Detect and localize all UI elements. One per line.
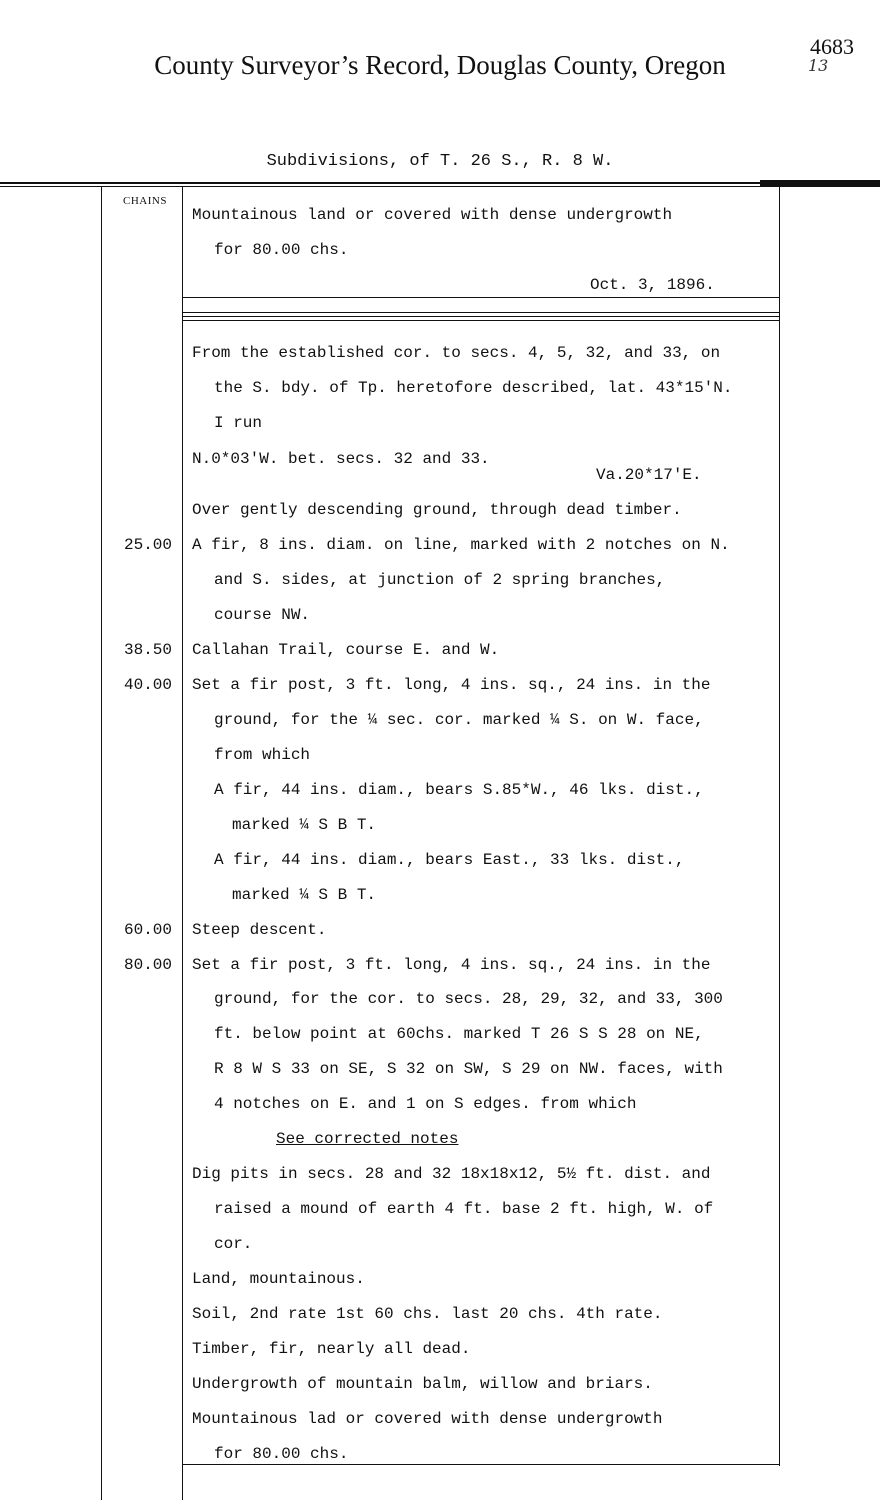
entry-line: I run <box>214 414 263 432</box>
top-rule <box>0 182 880 184</box>
section-rule-bottom <box>182 320 779 321</box>
entry-line: Mountainous land or covered with dense undergrowth <box>192 206 673 224</box>
row-rule <box>182 297 779 298</box>
entry-line: Mountainous lad or covered with dense undergrowth <box>192 1410 663 1428</box>
entry-line: Dig pits in secs. 28 and 32 18x18x12, 5½ ft. dist. and <box>192 1165 711 1183</box>
entry-line: for 80.00 chs. <box>214 241 349 259</box>
entry-line: Callahan Trail, course E. and W. <box>192 641 500 659</box>
entry-line: N.0*03'W. bet. secs. 32 and 33. <box>192 450 490 468</box>
left-margin-line <box>101 186 102 1500</box>
top-rule-thin <box>0 186 880 187</box>
entry-line: Undergrowth of mountain balm, willow and briars. <box>192 1375 653 1393</box>
top-rule-heavy <box>760 180 880 186</box>
page-number-annotation: 13 <box>808 56 829 75</box>
entry-line: A fir, 8 ins. diam. on line, marked with 2 notches on N. <box>192 536 730 554</box>
chains-value: 40.00 <box>123 676 172 694</box>
entry-line: Soil, 2nd rate 1st 60 chs. last 20 chs. 4th rate. <box>192 1305 663 1323</box>
entry-line: Over gently descending ground, through dead timber. <box>192 501 682 519</box>
entry-date: Oct. 3, 1896. <box>590 276 715 294</box>
variation-note: Va.20*17'E. <box>596 466 702 484</box>
entry-line: course NW. <box>214 606 311 624</box>
entry-line: R 8 W S 33 on SE, S 32 on SW, S 29 on NW. faces, with <box>214 1060 723 1078</box>
chains-value: 25.00 <box>123 536 172 554</box>
entry-line: A fir, 44 ins. diam., bears S.85*W., 46 lks. dist., <box>214 781 704 799</box>
entry-line: ground, for the cor. to secs. 28, 29, 32, and 33, 300 <box>214 990 723 1008</box>
correction-note: See corrected notes <box>276 1130 459 1148</box>
entry-line: ground, for the ¼ sec. cor. marked ¼ S. on W. face, <box>214 711 704 729</box>
entry-line: for 80.00 chs. <box>214 1445 349 1463</box>
entry-line: the S. bdy. of Tp. heretofore described, lat. 43*15'N. <box>214 379 733 397</box>
entry-line: Steep descent. <box>192 921 327 939</box>
entry-line: A fir, 44 ins. diam., bears East., 33 lks. dist., <box>214 851 685 869</box>
entry-line: Set a fir post, 3 ft. long, 4 ins. sq., 24 ins. in the <box>192 956 711 974</box>
entry-line: raised a mound of earth 4 ft. base 2 ft. high, W. of <box>214 1200 714 1218</box>
entry-line: Timber, fir, nearly all dead. <box>192 1340 471 1358</box>
closing-rule <box>182 1464 779 1465</box>
entry-line: cor. <box>214 1235 253 1253</box>
entry-line: from which <box>214 746 311 764</box>
page-title: County Surveyor’s Record, Douglas County, Oregon <box>154 50 726 80</box>
chains-column-header: CHAINS <box>123 195 167 207</box>
subdivision-heading: Subdivisions, of T. 26 S., R. 8 W. <box>266 152 614 171</box>
chains-value: 60.00 <box>123 921 172 939</box>
entry-line: 4 notches on E. and 1 on S edges. from which <box>214 1095 637 1113</box>
chains-column-divider <box>182 186 183 1500</box>
right-margin-line <box>779 186 780 1466</box>
chains-value: 38.50 <box>123 641 172 659</box>
page-number: 4683 <box>810 34 854 59</box>
entry-line: Set a fir post, 3 ft. long, 4 ins. sq., 24 ins. in the <box>192 676 711 694</box>
entry-line: marked ¼ S B T. <box>232 886 377 904</box>
entry-line: Land, mountainous. <box>192 1270 365 1288</box>
section-rule-mid <box>182 316 779 317</box>
chains-value: 80.00 <box>123 956 172 974</box>
entry-line: and S. sides, at junction of 2 spring branches, <box>214 571 666 589</box>
entry-line: ft. below point at 60chs. marked T 26 S S 28 on NE, <box>214 1025 704 1043</box>
entry-line: From the established cor. to secs. 4, 5, 32, and 33, on <box>192 344 721 362</box>
section-rule-top <box>182 312 779 313</box>
entry-line: marked ¼ S B T. <box>232 816 377 834</box>
